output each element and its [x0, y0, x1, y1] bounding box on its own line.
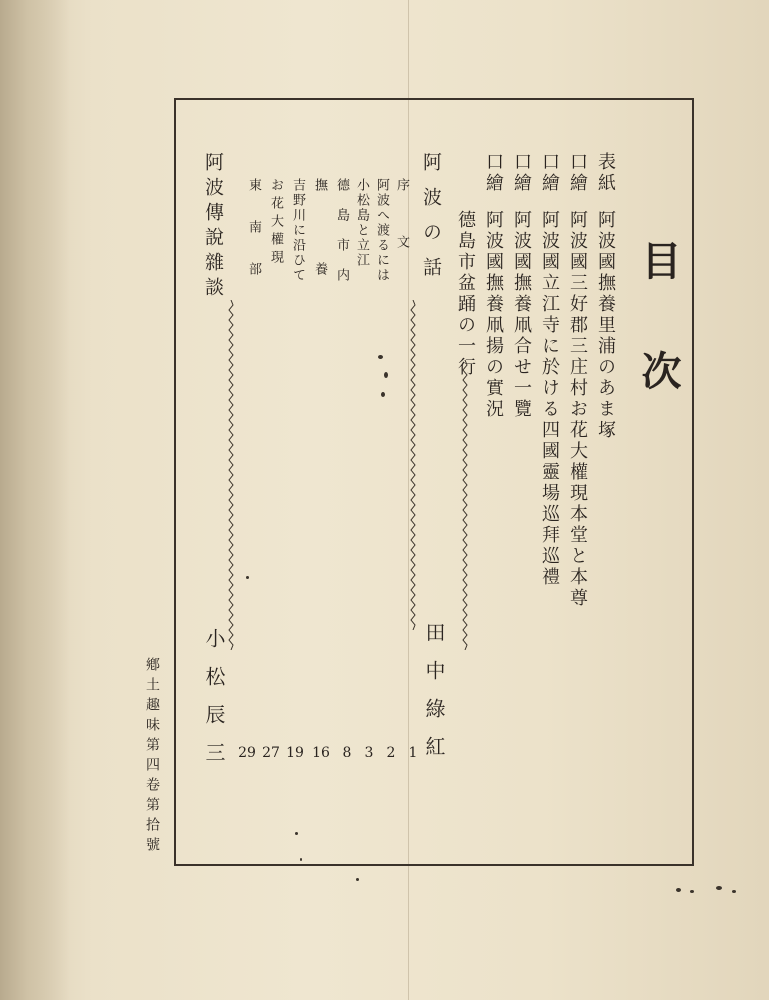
- ink-speck: [690, 890, 694, 893]
- ink-speck: [716, 886, 722, 890]
- entry-frontispiece-3: 阿波國撫養凧合せ一覽: [511, 210, 532, 420]
- entry-label-frontispiece-2: 口繪: [539, 152, 560, 194]
- article1-section-4: 德 島 市 内: [334, 178, 349, 283]
- ink-speck: [676, 888, 681, 892]
- article2-author: 小松辰三: [202, 628, 226, 780]
- page-number: 1: [408, 745, 418, 761]
- article2-title: 阿波傳說雜談: [202, 152, 224, 302]
- ink-speck: [381, 392, 385, 397]
- article1-section-5: 撫 養: [312, 178, 327, 283]
- page-number: 3: [364, 745, 374, 761]
- entry-label-cover: 表紙: [595, 152, 616, 194]
- article1-section-8: 東 南 部: [246, 178, 261, 283]
- article1-section-2: 阿波へ渡るには: [374, 178, 389, 283]
- entry-cover: 阿波國撫養里浦のあま塚: [595, 210, 616, 441]
- entry-label-frontispiece-3: 口繪: [511, 152, 532, 194]
- page-number: 8: [342, 745, 352, 761]
- entry-frontispiece-1: 阿波國三好郡三庄村お花大權現本堂と本尊: [567, 210, 588, 609]
- ink-speck: [295, 832, 298, 835]
- page-number: 16: [312, 745, 330, 761]
- page-number: 27: [262, 745, 280, 761]
- article1-section-7: お花大權現: [268, 178, 283, 268]
- ink-speck: [300, 858, 302, 861]
- entry-label-frontispiece-1: 口繪: [567, 152, 588, 194]
- page-number: 29: [238, 745, 256, 761]
- page-number: 19: [286, 745, 304, 761]
- wavy-divider: [410, 300, 416, 630]
- ink-speck: [384, 372, 388, 378]
- article1-section-1: 序 文: [394, 178, 409, 254]
- ink-speck: [356, 878, 359, 881]
- entry-frontispiece-2: 阿波國立江寺に於ける四國靈場巡拜巡禮: [539, 210, 560, 588]
- magazine-issue-note: 鄕土趣味第四卷第拾號: [144, 657, 160, 857]
- article1-author: 田中綠紅: [422, 622, 446, 774]
- page-title: 目次: [635, 240, 682, 460]
- entry-frontispiece-4: 阿波國撫養凧揚の實況: [483, 210, 504, 420]
- article1-title: 阿波の話: [420, 152, 442, 292]
- entry-frontispiece-5: 德島市盆踊の一行: [455, 210, 476, 378]
- binding-shadow: [0, 0, 70, 1000]
- entry-label-frontispiece-4: 口繪: [483, 152, 504, 194]
- page-number: 2: [386, 745, 396, 761]
- ink-speck: [378, 355, 383, 359]
- wavy-divider: [462, 360, 468, 650]
- ink-speck: [246, 576, 249, 579]
- article1-section-3: 小松島と立江: [354, 178, 369, 268]
- ink-speck: [732, 890, 736, 893]
- article1-section-6: 吉野川に沿ひて: [290, 178, 305, 283]
- wavy-divider: [228, 300, 234, 650]
